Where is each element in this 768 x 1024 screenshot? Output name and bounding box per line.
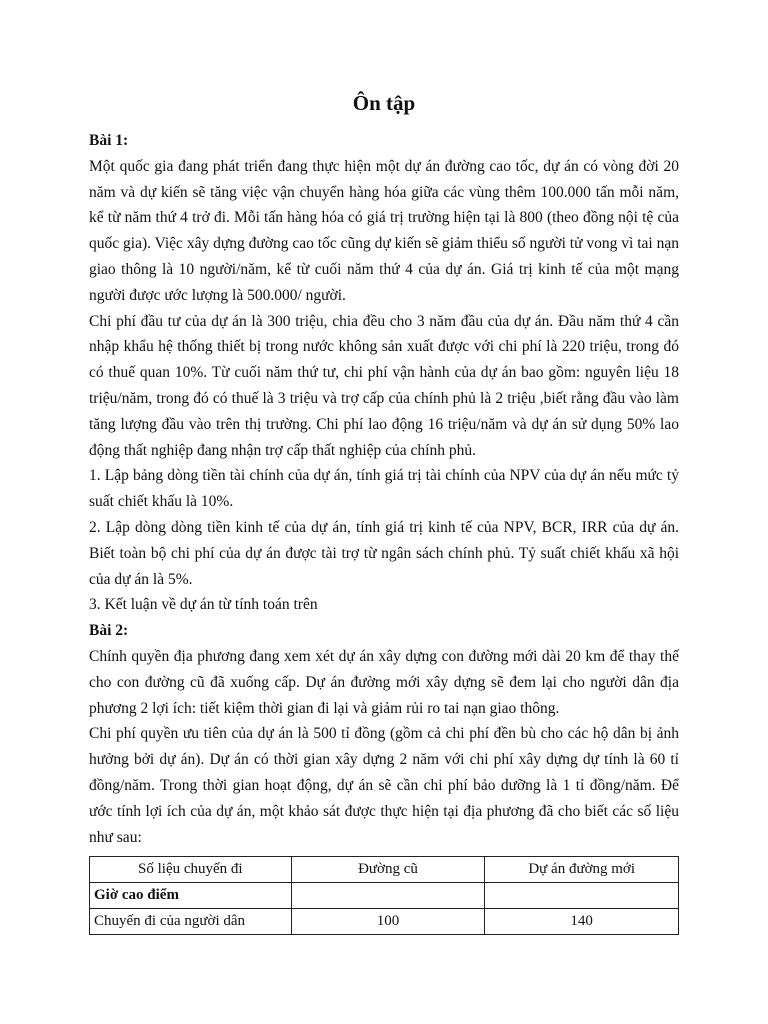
section-heading-bai-2: Bài 2: xyxy=(89,622,129,640)
question-item: 3. Kết luận về dự án từ tính toán trên xyxy=(89,596,318,614)
table-group-label: Giờ cao điểm xyxy=(90,883,292,909)
table-cell xyxy=(485,883,679,909)
paragraph: Chi phí quyền ưu tiên của dự án là 500 tỉ đồng (gồm cả chi phí đền bù cho các hộ dân bị ảnh hưởng bởi dự án). Dự án có thời gian xây dựng 2 năm với chi phí xây dựng dự tính là 60 tỉ đồng/năm. Trong thời gian hoạt động, dự án sẽ cần chi phí bảo dưỡng là 1 tỉ đồng/năm. Để ước tính lợi ích của dự án, một khảo sát được thực hiện tại địa phương đã cho biết các số liệu như sau: xyxy=(89,725,679,846)
table-header-cell: Dự án đường mới xyxy=(485,857,679,883)
paragraph: Một quốc gia đang phát triển đang thực hiện một dự án đường cao tốc, dự án có vòng đời 20 năm và dự kiến sẽ tăng việc vận chuyển hàng hóa giữa các vùng thêm 100.000 tấn mỗi năm, kể từ năm thứ 4 trở đi. Mỗi tấn hàng hóa có giá trị trường hiện tại là 800 (theo đồng nội tệ của quốc gia). Việc xây dựng đường cao tốc cũng dự kiến sẽ giảm thiểu số người tử vong vì tai nạn giao thông là 10 người/năm, kể từ cuối năm thứ 4 của dự án. Giá trị kinh tế của một mạng người được ước lượng là 500.000/ người. xyxy=(89,157,679,304)
table-row xyxy=(90,909,679,935)
table-header-cell: Số liệu chuyến đi xyxy=(90,857,292,883)
question-item: 2. Lập dòng dòng tiền kinh tế của dự án, tính giá trị kinh tế của NPV, BCR, IRR của dự án. Biết toàn bộ chi phí của dự án được tài trợ từ ngân sách chính phủ. Tỷ suất chiết khấu xã hội của dự án là 5%. xyxy=(89,518,679,588)
table-header-row xyxy=(90,857,679,883)
table-cell: 100 xyxy=(291,909,485,935)
question-item: 1. Lập bảng dòng tiền tài chính của dự án, tính giá trị tài chính của NPV của dự án nếu mức tỷ suất chiết khấu là 10%. xyxy=(89,467,679,511)
table-cell: 140 xyxy=(485,909,679,935)
table-cell: Chuyến đi của người dân xyxy=(90,909,292,935)
document-page xyxy=(89,88,679,935)
paragraph: Chi phí đầu tư của dự án là 300 triệu, chia đều cho 3 năm đầu của dự án. Đầu năm thứ 4 cần nhập khẩu hệ thống thiết bị trong nước không sản xuất được với chi phí là 220 triệu, trong đó có thuế quan 10%. Từ cuối năm thứ tư, chi phí vận hành của dự án bao gồm: nguyên liệu 18 triệu/năm, trong đó có thuế là 3 triệu và trợ cấp của chính phủ là 2 triệu ,biết rằng đầu vào làm tăng lượng đầu vào trên thị trường. Chi phí lao động 16 triệu/năm và dự án sử dụng 50% lao động thất nghiệp đang nhận trợ cấp thất nghiệp của chính phủ. xyxy=(89,312,679,459)
survey-table xyxy=(89,856,679,935)
table-header-cell: Đường cũ xyxy=(291,857,485,883)
section-heading-bai-1: Bài 1: xyxy=(89,132,129,149)
paragraph: Chính quyền địa phương đang xem xét dự án xây dựng con đường mới dài 20 km để thay thế cho con đường cũ đã xuống cấp. Dự án đường mới xây dựng sẽ đem lại cho người dân địa phương 2 lợi ích: tiết kiệm thời gian đi lại và giảm rủi ro tai nạn giao thông. xyxy=(89,647,679,717)
page-title: Ôn tập xyxy=(352,91,416,115)
table-group-row xyxy=(90,883,679,909)
table-cell xyxy=(291,883,485,909)
